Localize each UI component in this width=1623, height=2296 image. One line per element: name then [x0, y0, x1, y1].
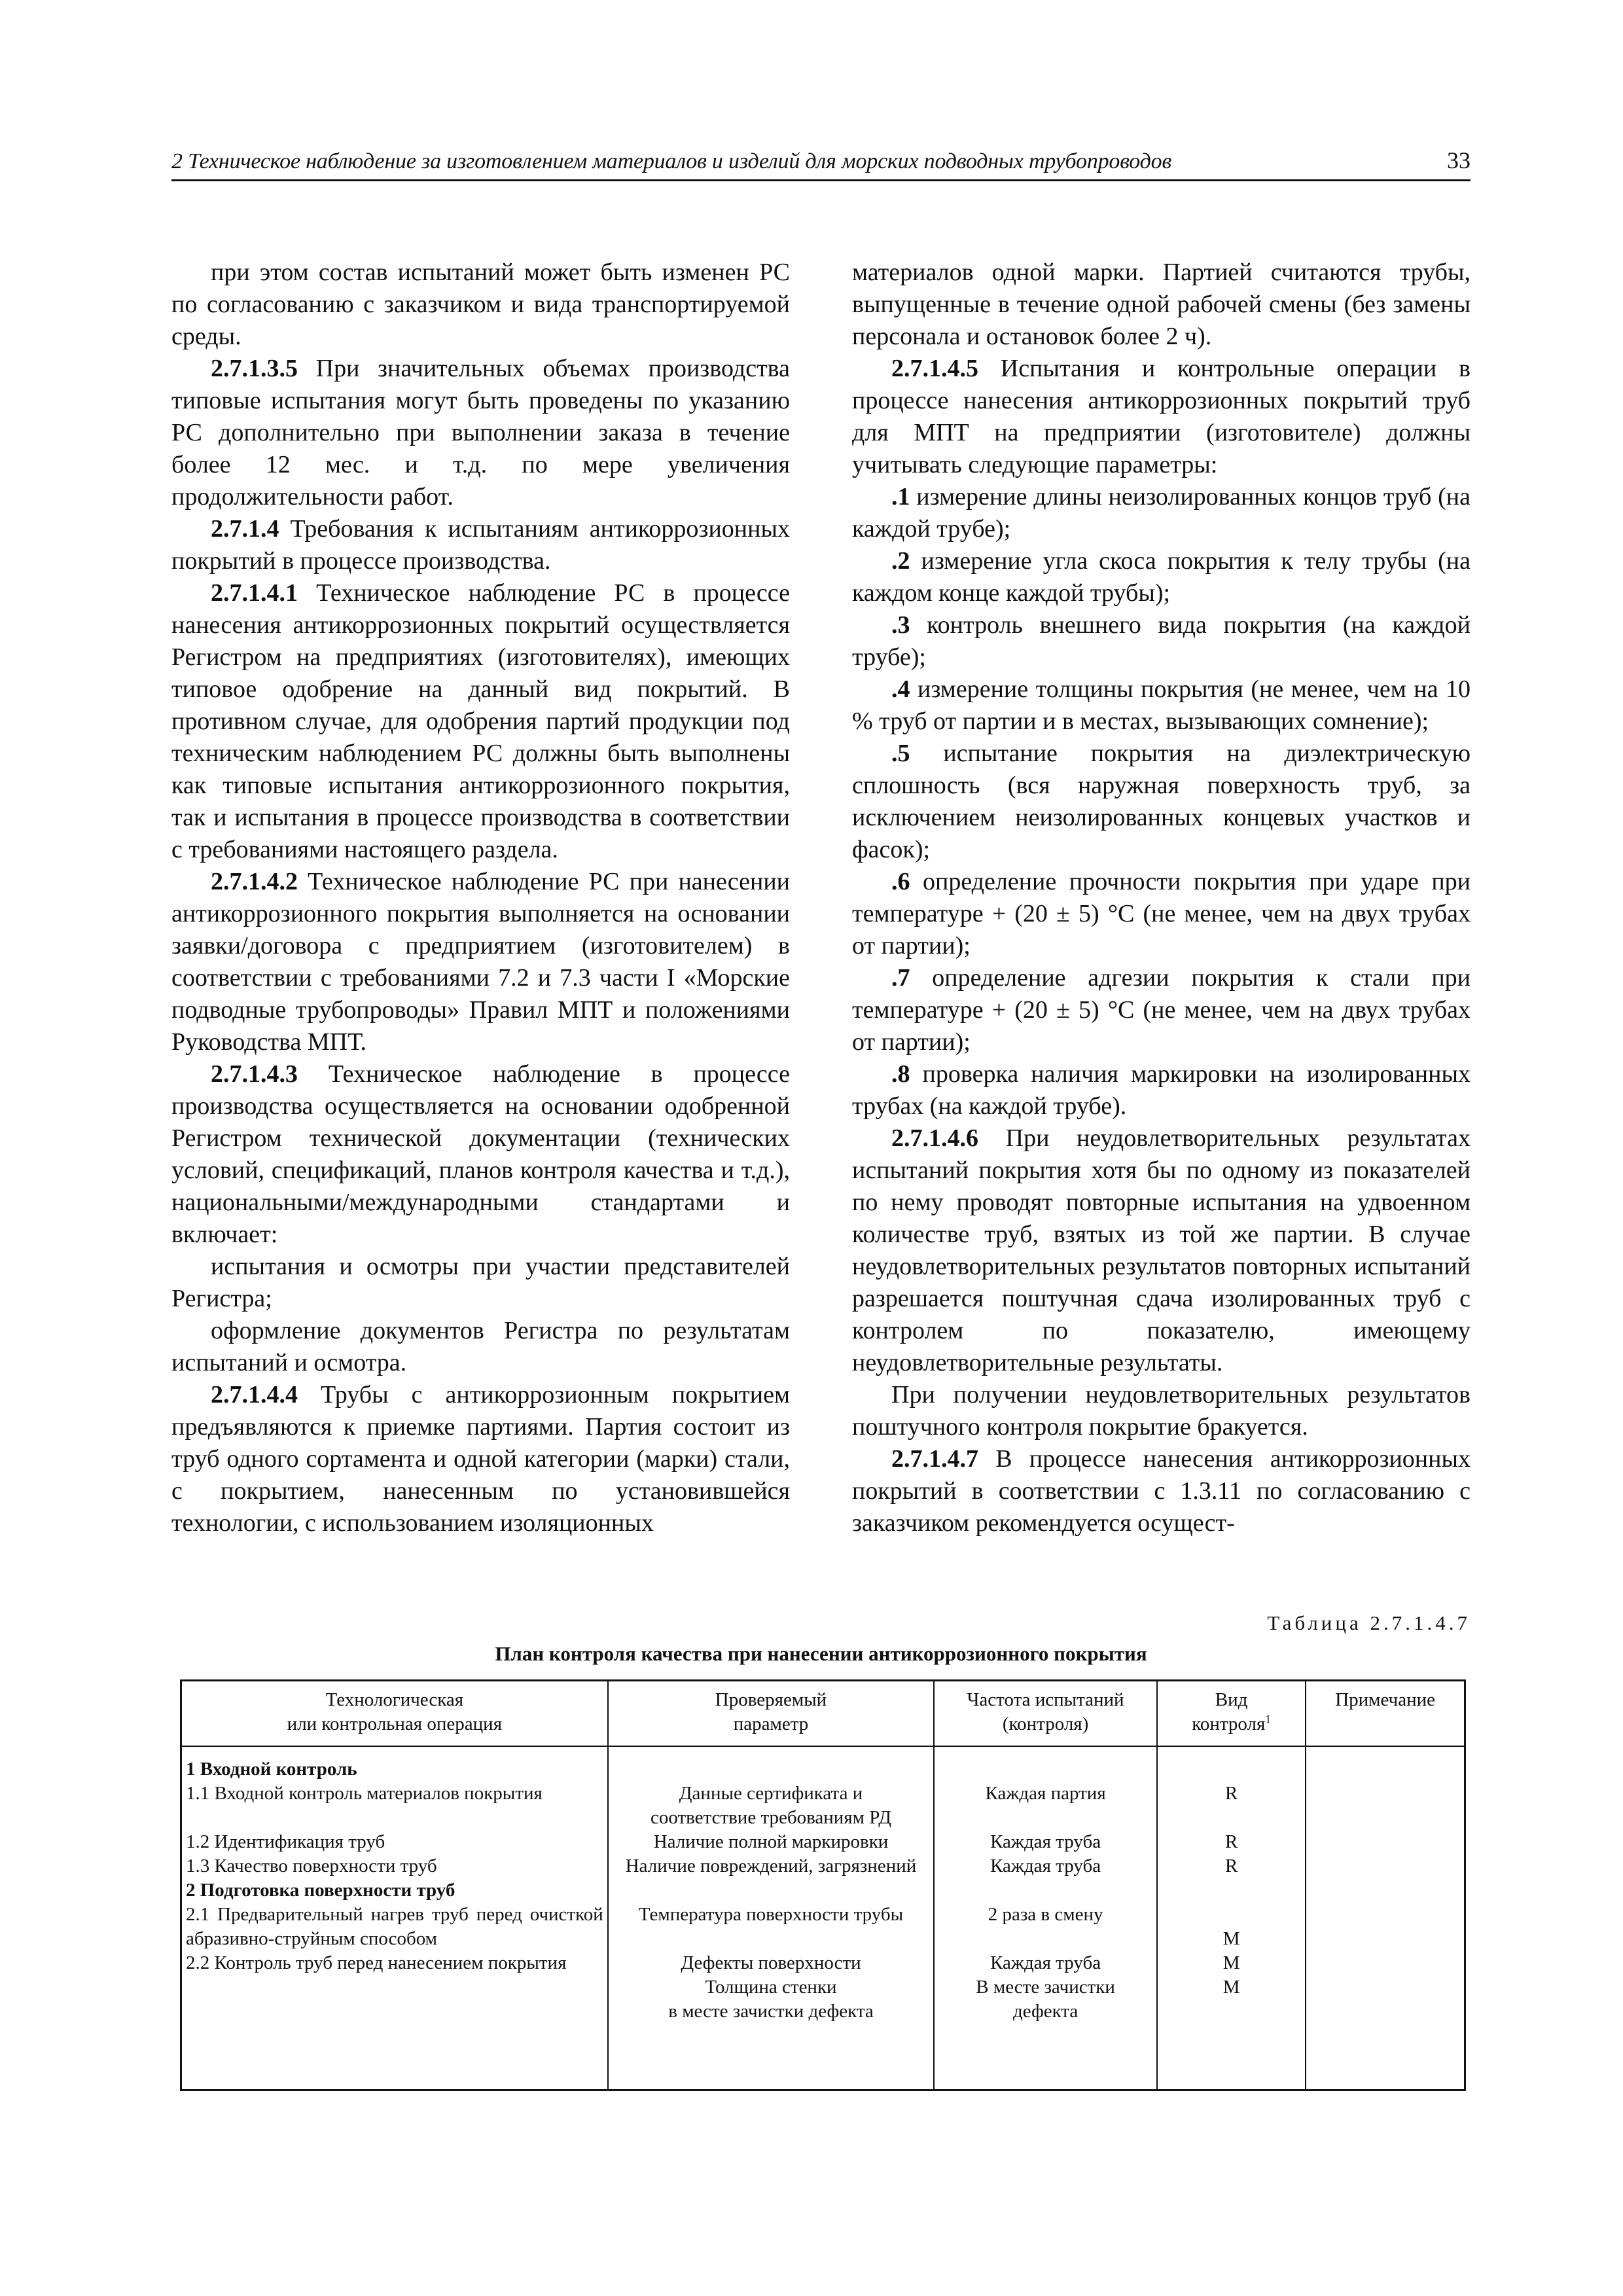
empty-cell: [608, 2024, 935, 2090]
clause-number: .1: [891, 483, 910, 511]
clause-number: 2.7.1.4.2: [211, 868, 298, 895]
clause-number: .6: [891, 868, 910, 895]
clause-number: .3: [891, 611, 910, 639]
cell-parameter: Наличие полной маркировки: [608, 1830, 935, 1854]
cell-note: [1306, 1746, 1465, 1782]
empty-cell: [934, 2024, 1157, 2090]
cell-frequency: Каждая труба: [934, 1830, 1157, 1854]
paragraph: [171, 1251, 790, 1315]
paragraph-text: При неудовлетворительных результатах испытаний покрытия хотя бы по одному из показателей по нему проводят повторные испытания на удвоенном количестве труб, взятых из той же партии. В случае неудовлетворительных результатов повторных испытаний разрешается поштучная сдача изолированных труб с контролем по показателю, имеющему неудовлетворительные результаты.: [852, 1124, 1471, 1376]
paragraph-text: Трубы с антикоррозионным покрытием предъявляются к приемке партиями. Партия состоит из труб одного сортамента и одной категории (марки) стали, с покрытием, нанесенным по установившейся технологии, с использованием изоляционных: [171, 1381, 790, 1537]
paragraph-text: измерение толщины покрытия (не менее, чем на 10 % труб от партии и в местах, вызывающих сомнение);: [852, 675, 1471, 735]
clause-number: 2.7.1.4.5: [891, 355, 978, 382]
cell-frequency: Каждая партия: [934, 1782, 1157, 1830]
body-columns: [171, 257, 1471, 1605]
paragraph-text: испытание покрытия на диэлектрическую сплошность (вся наружная поверхность труб, за исключением неизолированных концевых участков и фасок);: [852, 740, 1471, 863]
clause-number: 2.7.1.4.1: [211, 579, 298, 607]
cell-note: [1306, 1903, 1465, 1951]
cell-frequency: Каждая труба В месте зачистки дефекта: [934, 1951, 1157, 2024]
cell-note: [1306, 1878, 1465, 1903]
paragraph: [852, 609, 1471, 673]
cell-control-type: R: [1157, 1782, 1306, 1830]
clause-number: 2.7.1.4.7: [891, 1445, 978, 1473]
paragraph: [171, 577, 790, 866]
paragraph-text: материалов одной марки. Партией считаются трубы, выпущенные в течение одной рабочей смены (без замены персонала и остановок более 2 ч).: [852, 259, 1471, 350]
paragraph-text: оформление документов Регистра по результатам испытаний и осмотра.: [171, 1317, 790, 1376]
paragraph-text: при этом состав испытаний может быть изменен РС по согласованию с заказчиком и вида транспортируемой среды.: [171, 259, 790, 350]
table-header-row: [181, 1681, 1465, 1747]
cell-parameter: [608, 1878, 935, 1903]
paragraph: [171, 1058, 790, 1251]
paragraph: [852, 481, 1471, 545]
header-note: Примечание: [1306, 1681, 1465, 1747]
quality-control-table: [180, 1679, 1466, 2091]
table-title: План контроля качества при нанесении антикоррозионного покрытия: [495, 1642, 1147, 1665]
paragraph: [852, 866, 1471, 962]
paragraph: [852, 353, 1471, 481]
header-frequency: Частота испытаний (контроля): [934, 1681, 1157, 1747]
cell-note: [1306, 1951, 1465, 2024]
table-bottom-spacer: [181, 2024, 1465, 2090]
paragraph-text: При получении неудовлетворительных результатов поштучного контроля покрытие бракуется.: [852, 1381, 1471, 1441]
paragraph-text: контроль внешнего вида покрытия (на каждой трубе);: [852, 611, 1471, 671]
cell-control-type: [1157, 1746, 1306, 1782]
clause-number: 2.7.1.4.4: [211, 1381, 298, 1408]
empty-cell: [1306, 2024, 1465, 2090]
paragraph: [171, 866, 790, 1058]
table-row: [181, 1830, 1465, 1854]
paragraph: [171, 513, 790, 577]
table-body: [181, 1746, 1465, 2090]
running-header: [171, 140, 1471, 181]
cell-control-type: M: [1157, 1903, 1306, 1951]
paragraph: [852, 1058, 1471, 1122]
paragraph-text: Техническое наблюдение РС в процессе нанесения антикоррозионных покрытий осуществляется Регистром на предприятиях (изготовителях), имеющих типовое одобрение на данный вид покрытий. В противном случае, для одобрения партий продукции под техническим наблюдением РС должны быть выполнены как типовые испытания антикоррозионного покрытия, так и испытания в процессе производства в соответствии с требованиями настоящего раздела.: [171, 579, 790, 863]
clause-number: .4: [891, 675, 910, 703]
paragraph-text: проверка наличия маркировки на изолированных трубах (на каждой трубе).: [852, 1060, 1471, 1120]
footnote-marker: 1: [1265, 1712, 1271, 1726]
paragraph: [852, 1122, 1471, 1379]
cell-frequency: [934, 1746, 1157, 1782]
paragraph-text: Испытания и контрольные операции в процессе нанесения антикоррозионных покрытий труб для МПТ на предприятии (изготовителе) должны учитывать следующие параметры:: [852, 355, 1471, 478]
table-section-row: [181, 1878, 1465, 1903]
cell-operation: 2 Подготовка поверхности труб: [181, 1878, 608, 1903]
paragraph: [852, 257, 1471, 353]
paragraph-text: определение адгезии покрытия к стали при температуре + (20 ± 5) °С (не менее, чем на двух трубах от партии);: [852, 964, 1471, 1056]
clause-number: .5: [891, 740, 910, 767]
cell-note: [1306, 1830, 1465, 1854]
paragraph: [852, 1443, 1471, 1539]
cell-parameter: Температура поверхности трубы: [608, 1903, 935, 1951]
cell-control-type: R: [1157, 1830, 1306, 1854]
cell-operation: 1.2 Идентификация труб: [181, 1830, 608, 1854]
table-row: [181, 1903, 1465, 1951]
paragraph-text: определение прочности покрытия при ударе при температуре + (20 ± 5) °С (не менее, чем на двух трубах от партии);: [852, 868, 1471, 960]
paragraph-text: Техническое наблюдение в процессе производства осуществляется на основании одобренной Регистром технической документации (технических условий, спецификаций, планов контроля качества и т.д.), национальными/международными стандартами и включает:: [171, 1060, 790, 1248]
cell-operation: 1 Входной контроль: [181, 1746, 608, 1782]
paragraph-text: испытания и осмотры при участии представителей Регистра;: [171, 1253, 790, 1312]
right-column: [852, 257, 1471, 1539]
paragraph: [171, 353, 790, 513]
cell-note: [1306, 1854, 1465, 1878]
paragraph-text: Требования к испытаниям антикоррозионных покрытий в процессе производства.: [171, 515, 790, 575]
cell-operation: 1.1 Входной контроль материалов покрытия: [181, 1782, 608, 1830]
empty-cell: [1157, 2024, 1306, 2090]
clause-number: .8: [891, 1060, 910, 1088]
paragraph: [852, 673, 1471, 738]
table-row: [181, 1854, 1465, 1878]
cell-operation: 2.1 Предварительный нагрев труб перед очисткой абразивно-струйным способом: [181, 1903, 608, 1951]
cell-frequency: [934, 1878, 1157, 1903]
table-row: [181, 1951, 1465, 2024]
clause-number: 2.7.1.3.5: [211, 355, 298, 382]
paragraph-text: измерение длины неизолированных концов труб (на каждой трубе);: [852, 483, 1471, 543]
header-parameter: Проверяемый параметр: [608, 1681, 935, 1747]
paragraph: [171, 257, 790, 353]
cell-parameter: [608, 1746, 935, 1782]
table-row: [181, 1782, 1465, 1830]
paragraph: [171, 1379, 790, 1539]
paragraph-text: При значительных объемах производства типовые испытания могут быть проведены по указанию РС дополнительно при выполнении заказа в течение более 12 мес. и т.д. по мере увеличения продолжительности работ.: [171, 355, 790, 511]
cell-control-type: M M: [1157, 1951, 1306, 2024]
paragraph-text: Техническое наблюдение РС при нанесении антикоррозионного покрытия выполняется на основании заявки/договора с предприятием (изготовителем) в соответствии с требованиями 7.2 и 7.3 части I «Морские подводные трубопроводы» Правил МПТ и положениями Руководства МПТ.: [171, 868, 790, 1056]
clause-number: .7: [891, 964, 910, 992]
cell-frequency: Каждая труба: [934, 1854, 1157, 1878]
paragraph: [852, 962, 1471, 1058]
paragraph-text: измерение угла скоса покрытия к телу трубы (на каждом конце каждой трубы);: [852, 547, 1471, 607]
cell-control-type: R: [1157, 1854, 1306, 1878]
cell-parameter: Наличие повреждений, загрязнений: [608, 1854, 935, 1878]
header-title: 2 Техническое наблюдение за изготовлением материалов и изделий для морских подводных трубопроводов: [171, 149, 1172, 173]
cell-operation: 1.3 Качество поверхности труб: [181, 1854, 608, 1878]
paragraph: [852, 1379, 1471, 1443]
table-section-row: [181, 1746, 1465, 1782]
page-number: 33: [1447, 147, 1471, 173]
left-column: [171, 257, 790, 1539]
clause-number: 2.7.1.4.3: [211, 1060, 298, 1088]
cell-operation: 2.2 Контроль труб перед нанесением покрытия: [181, 1951, 608, 2024]
cell-parameter: Данные сертификата и соответствие требованиям РД: [608, 1782, 935, 1830]
cell-frequency: 2 раза в смену: [934, 1903, 1157, 1951]
header-control-type: Вид контроля$^1$: [1157, 1681, 1306, 1747]
cell-parameter: Дефекты поверхности Толщина стенки в месте зачистки дефекта: [608, 1951, 935, 2024]
table-label: Таблица 2.7.1.4.7: [1267, 1611, 1471, 1634]
empty-cell: [181, 2024, 608, 2090]
header-operation: Технологическая или контрольная операция: [181, 1681, 608, 1747]
paragraph: [852, 738, 1471, 866]
cell-note: [1306, 1782, 1465, 1830]
paragraph: [171, 1315, 790, 1379]
clause-number: .2: [891, 547, 910, 575]
paragraph: [852, 545, 1471, 609]
clause-number: 2.7.1.4: [211, 515, 279, 543]
paragraph-text: В процессе нанесения антикоррозионных покрытий в соответствии с 1.3.11 по согласованию с заказчиком рекомендуется осущест-: [852, 1445, 1471, 1537]
cell-control-type: [1157, 1878, 1306, 1903]
clause-number: 2.7.1.4.6: [891, 1124, 978, 1152]
